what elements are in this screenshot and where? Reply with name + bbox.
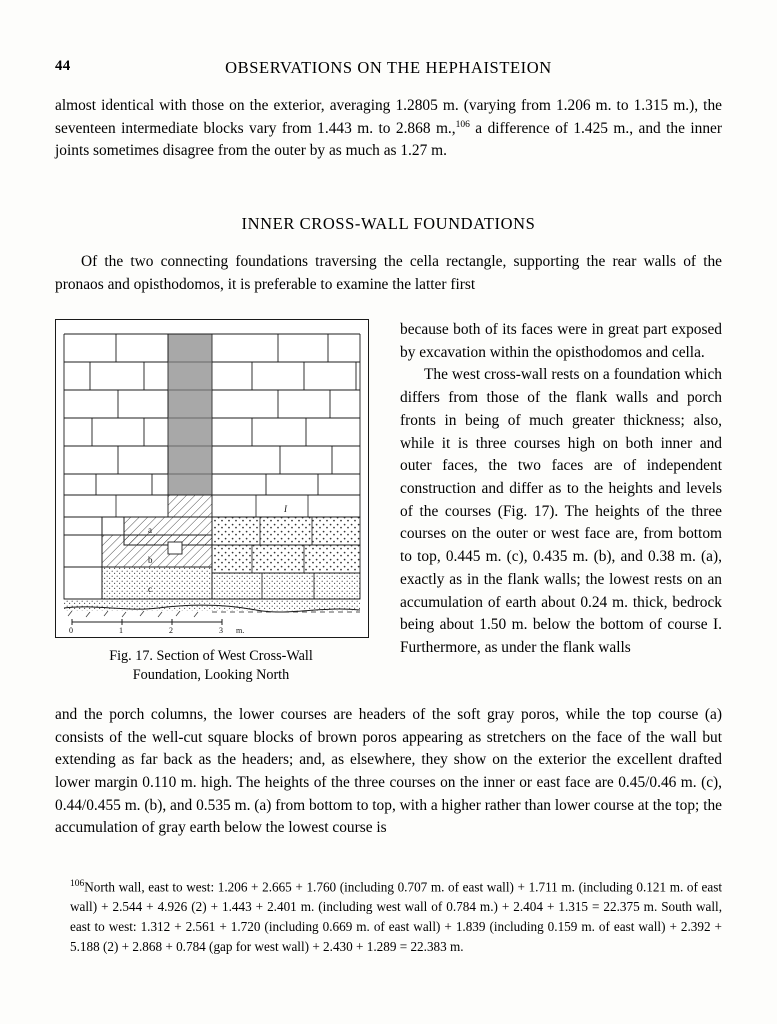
paragraph-opening-text: almost identical with those on the exterior, averaging 1.2805 m. (varying from 1.206 m. to 1.315 m.), the seventeen intermediate blocks vary from 1.443 m. to 2.868 m.,: [55, 97, 722, 137]
right-column-paragraph-1: because both of its faces were in great part exposed by excavation within the opisthodomos and cella.: [400, 321, 722, 361]
svg-text:0: 0: [69, 626, 73, 635]
svg-text:m.: m.: [236, 626, 245, 635]
running-title: OBSERVATIONS ON THE HEPHAISTEION: [225, 58, 552, 77]
section-heading: INNER CROSS-WALL FOUNDATIONS: [241, 214, 536, 233]
svg-text:1: 1: [119, 626, 123, 635]
paragraph-three: and the porch columns, the lower courses are headers of the soft gray poros, while the top course (a) consists of the well-cut square blocks of brown poros appearing as stretchers on the face of the wall but extending as far back as the headers; and, as elsewhere, they show on the exterior the excellent drafted lower margin 0.110 m. high. The heights of the three courses on the inner or east face are 0.45/0.46 m. (c), 0.44/0.455 m. (b), and 0.535 m. (a) from bottom to top, with a higher rather than lower course at the top; the accumulation of gray earth below the lowest course is: [55, 706, 722, 837]
right-column: [400, 319, 722, 660]
figure-label-a: a: [148, 525, 152, 535]
paragraph-opening: [55, 95, 722, 163]
svg-text:3: 3: [219, 626, 223, 635]
figure-label-b: b: [148, 555, 153, 565]
footnote-text: North wall, east to west: 1.206 + 2.665 + 1.760 (including 0.707 m. of east wall) + 1.711 m. (including 0.121 m. of east wall) + 2.544 + 4.926 (2) + 1.443 + 2.401 m. (including west wall of 0.784 m.) + 2.404 + 1.315 = 22.375 m. South wall, east to west: 1.312 + 2.561 + 1.720 (including 0.669 m. of east wall) + 1.839 (including 0.159 m. of east wall) + 2.392 + 5.188 (2) + 2.868 + 0.784 (gap for west wall) + 2.430 + 1.289 = 22.383 m.: [70, 879, 722, 954]
footnote-marker: 106: [70, 879, 85, 889]
paragraph-two: Of the two connecting foundations traversing the cella rectangle, supporting the rear walls of the pronaos and opisthodomos, it is preferable to examine the latter first: [55, 253, 722, 293]
figure-caption-line-2: Foundation, Looking North: [132, 666, 290, 683]
footnote-reference: 106: [455, 119, 470, 130]
figure-image: [55, 319, 369, 638]
figure-label-I: I: [284, 504, 287, 514]
page-number: 44: [55, 58, 71, 74]
figure-caption-line-1: Fig. 17. Section of West Cross-Wall: [109, 648, 313, 664]
svg-text:2: 2: [169, 626, 173, 635]
footnote: [70, 877, 722, 957]
page-header: [55, 58, 722, 80]
right-column-paragraph-2: The west cross-wall rests on a foundation which differs from those of the flank walls and porch fronts in being of much greater thickness; also, while it is three courses high on both inner and outer faces, the two faces are of independent construction and differ as to the heights and levels of the courses (Fig. 17). The heights of the three courses on the outer or west face are, from bottom to top, 0.445 m. (c), 0.435 m. (b), and 0.38 m. (a), exactly as in the flank walls; the lowest rests on an accumulation of earth about 0.24 m. thick, bedrock being about 1.50 m. below the bottom of course I. Furthermore, as under the flank walls: [400, 366, 722, 657]
paragraph-opening-text-cont: a difference of 1.425 m., and the inner joints sometimes disagree from the outer by as much as 1.27 m.: [55, 119, 722, 160]
figure-caption: [55, 647, 367, 684]
figure-block: [55, 319, 369, 684]
figure-label-c: c: [148, 584, 152, 594]
section-drawing: [56, 320, 368, 637]
